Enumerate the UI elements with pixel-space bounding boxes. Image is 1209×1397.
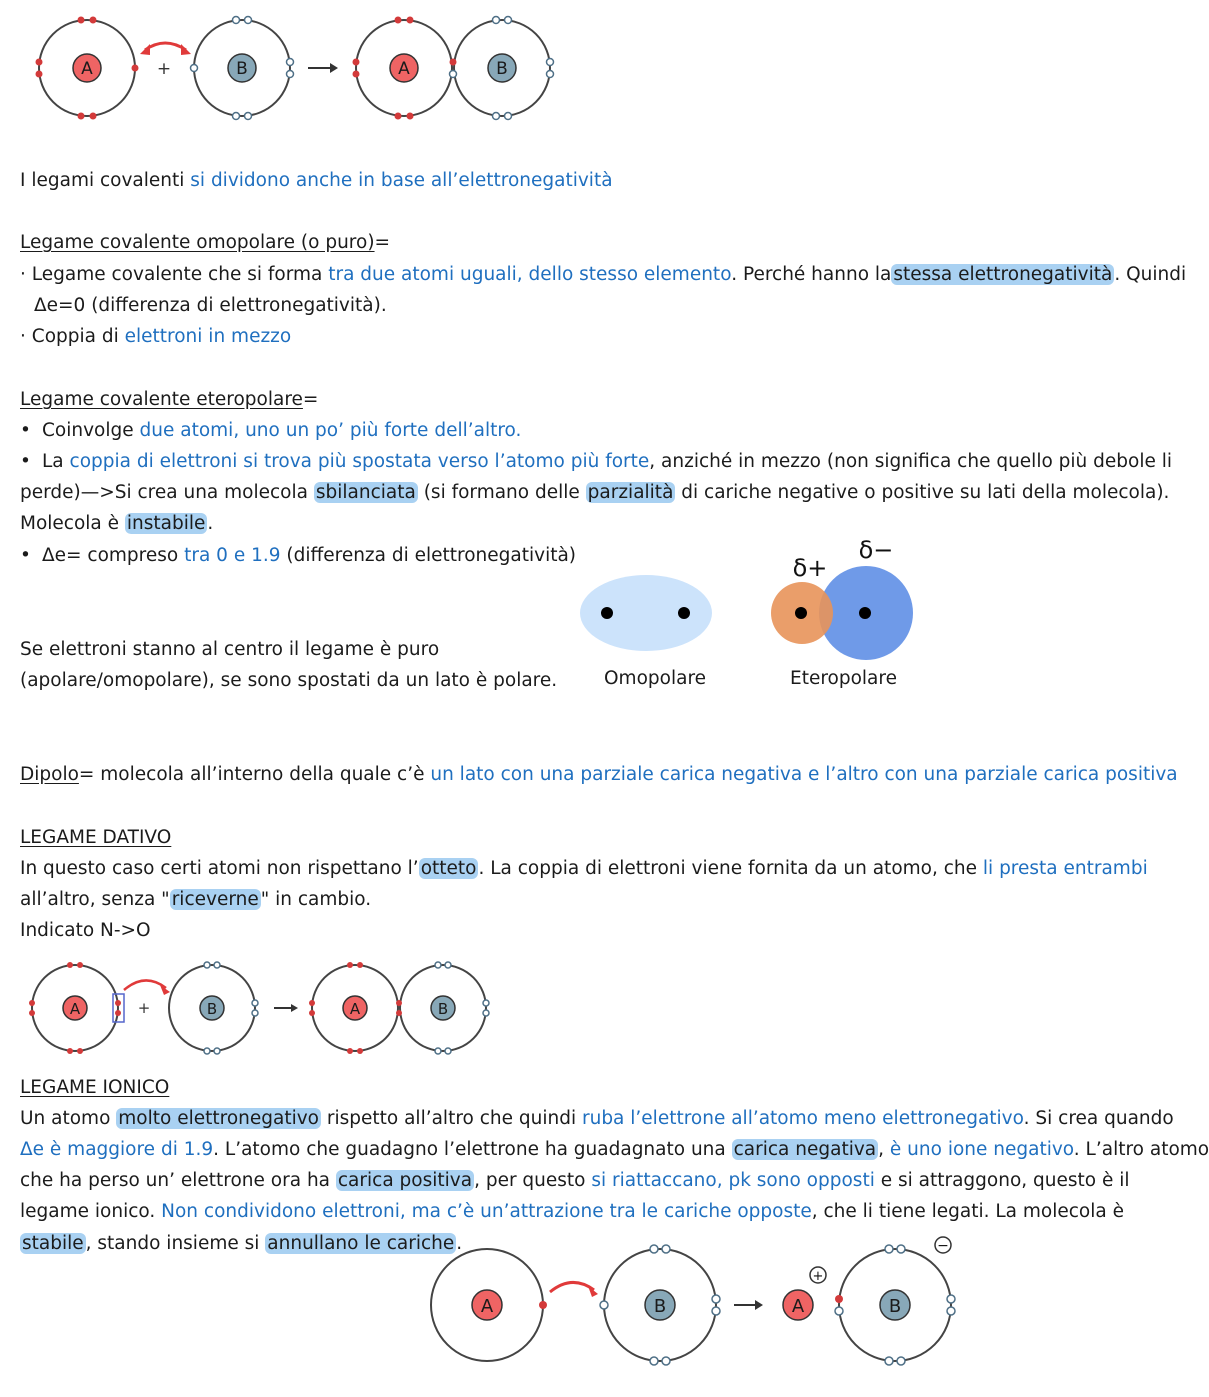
dativo-line-2: all’altro, senza " riceverne " in cambio.: [20, 889, 372, 910]
delta-minus: δ−: [858, 536, 894, 564]
label-omopolare: Omopolare: [604, 668, 707, 689]
atom-label: A: [398, 59, 410, 79]
ionico-line-4: legame ionico. Non condividono elettroni, ma c’è un’attrazione tra le cariche opposte, che li tiene legati. La molecola è: [20, 1201, 1124, 1222]
dativo-title: LEGAME DATIVO: [20, 827, 172, 848]
ionico-title: LEGAME IONICO: [20, 1077, 170, 1098]
omopolare-bullet-1: · Legame covalente che si forma tra due atomi uguali, dello stesso elemento. Perché hanno la stessa elettronegatività . Quindi: [20, 264, 1187, 285]
ionico-line-5: stabile , stando insieme si annullano le cariche .: [22, 1233, 463, 1254]
intro-line: I legami covalenti si dividono anche in base all’elettronegatività: [20, 170, 613, 191]
svg-text:B: B: [653, 1296, 667, 1317]
ionico-line-1: Un atomo molto elettronegativo rispetto all’altro che quindi ruba l’elettrone all’atomo meno elettronegativo. Si crea quando: [20, 1108, 1174, 1129]
minus-charge-icon: −: [937, 1238, 949, 1254]
eteropolare-title: Legame covalente eteropolare=: [20, 389, 319, 410]
dativo-line-3: Indicato N->O: [20, 920, 151, 941]
svg-text:+: +: [137, 999, 151, 1017]
svg-text:A: A: [69, 1000, 81, 1018]
svg-text:B: B: [888, 1296, 902, 1317]
dipolo-line: Dipolo= molecola all’interno della quale c’è un lato con una parziale carica negativa e l’altro con una parziale carica positiva: [20, 764, 1178, 785]
omopolare-bullet-2: · Coppia di elettroni in mezzo: [20, 326, 292, 347]
eteropolare-bullet-1: • Coinvolge due atomi, uno un po’ più forte dell’altro.: [20, 420, 522, 441]
plus-sign: +: [156, 59, 172, 79]
comparison-line-1: Se elettroni stanno al centro il legame è puro: [20, 639, 440, 660]
diagram-ionico: [420, 1230, 980, 1380]
svg-text:B: B: [437, 1000, 449, 1018]
eteropolare-bullet-2: • La coppia di elettroni si trova più spostata verso l’atomo più forte, anziché in mezzo (non significa che quello più debole li: [20, 451, 1173, 472]
svg-text:A: A: [791, 1296, 805, 1317]
svg-text:A: A: [480, 1296, 494, 1317]
atom-label: A: [81, 59, 93, 79]
eteropolare-bullet-2-cont: perde)—>Si crea una molecola sbilanciata (si formano delle parzialità di cariche negative o positive su lati della molecola).: [20, 482, 1170, 503]
omopolare-cloud: [580, 575, 712, 651]
omopolare-bullet-1-cont: Δe=0 (differenza di elettronegatività).: [34, 295, 387, 316]
atom-label: B: [236, 59, 248, 79]
delta-plus: δ+: [792, 554, 828, 582]
svg-text:B: B: [206, 1000, 218, 1018]
eteropolare-bullet-2-cont2: Molecola è instabile .: [20, 513, 214, 534]
svg-text:A: A: [349, 1000, 361, 1018]
diagram-dativo: [0, 950, 520, 1065]
ionico-line-3: che ha perso un’ elettrone ora ha carica positiva , per questo si riattaccano, pk sono opposti e si attraggono, questo è il: [20, 1170, 1130, 1191]
ionico-line-2: Δe è maggiore di 1.9. L’atomo che guadagno l’elettrone ha guadagnato una carica negativa , è uno ione negativo. L’altro atomo: [20, 1139, 1209, 1160]
label-eteropolare: Eteropolare: [790, 668, 897, 689]
plus-charge-icon: +: [812, 1269, 824, 1284]
omopolare-title: Legame covalente omopolare (o puro)=: [20, 232, 391, 253]
eteropolare-bullet-3: • Δe= compreso tra 0 e 1.9 (differenza di elettronegatività): [20, 545, 577, 566]
atom-label: B: [496, 59, 508, 79]
comparison-line-2: (apolare/omopolare), se sono spostati da un lato è polare.: [20, 670, 558, 691]
polarity-diagram: [560, 530, 940, 660]
dativo-line-1: In questo caso certi atomi non rispettano l’ otteto . La coppia di elettroni viene fornita da un atomo, che li presta entrambi: [20, 858, 1148, 879]
diagram-covalent: [0, 0, 600, 140]
